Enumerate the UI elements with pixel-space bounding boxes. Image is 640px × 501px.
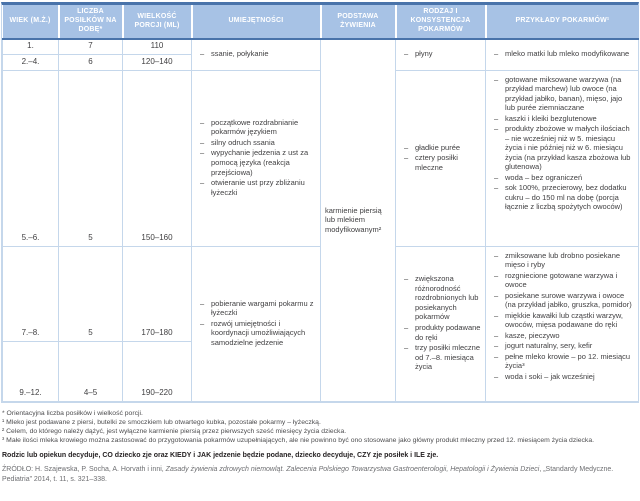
dash-bullet: – bbox=[404, 274, 409, 284]
footnote-1: ¹ Mleko jest podawane z piersi, butelki ze smoczkiem lub otwartego kubka, pozostałe pokarmy – łyżeczką. bbox=[2, 418, 321, 426]
dash-bullet: – bbox=[494, 172, 499, 182]
list-item bbox=[494, 173, 634, 183]
list-item bbox=[494, 183, 634, 212]
list-item bbox=[404, 323, 481, 342]
cell-food-examples-a bbox=[486, 39, 639, 70]
list-item-text: ssanie, połykanie bbox=[211, 49, 269, 59]
col-header-food-examples: PRZYKŁADY POKARMÓW¹ bbox=[486, 5, 639, 39]
cell-portion: 120–140 bbox=[123, 54, 192, 70]
dash-bullet: – bbox=[494, 183, 499, 193]
cell-food-type-c bbox=[396, 246, 486, 401]
list-item-text: posiekane surowe warzywa i owoce (na przykład jabłko, gruszka, pomidor) bbox=[505, 290, 632, 310]
list-item bbox=[200, 178, 316, 197]
list-item bbox=[494, 49, 634, 59]
col-header-age: WIEK (M.Ż.) bbox=[3, 5, 59, 39]
col-header-skills: UMIEJĘTNOŚCI bbox=[192, 5, 321, 39]
list-item-text: zwiększona różnorodność rozdrobnionych lub posiekanych pokarmów bbox=[415, 274, 479, 322]
cell-age: 7.–8. bbox=[3, 246, 59, 341]
cell-portion: 110 bbox=[123, 39, 192, 54]
list-item-text: otwieranie ust przy zbliżaniu łyżeczki bbox=[211, 178, 305, 197]
dash-bullet: – bbox=[404, 153, 409, 163]
cell-meals: 4–5 bbox=[59, 341, 123, 401]
dash-bullet: – bbox=[200, 49, 205, 59]
footnote-3: ³ Małe ilości mleka krowiego można zastosować do przygotowania pokarmów uzupełniających, ale nie powinno być ono stosowane jako główny produkt mleczny przed 12. miesiącem życia dziecka. bbox=[2, 436, 594, 444]
cell-age: 5.–6. bbox=[3, 70, 59, 246]
list-item bbox=[494, 271, 634, 290]
feeding-table bbox=[2, 5, 639, 402]
cell-skills-a bbox=[192, 39, 321, 70]
table-row-month-1 bbox=[3, 39, 639, 54]
list-item-text: gładkie purée bbox=[415, 142, 461, 152]
dash-bullet: – bbox=[404, 49, 409, 59]
dash-bullet: – bbox=[200, 178, 205, 188]
list-item bbox=[404, 143, 481, 153]
col-header-food-type: RODZAJ I KONSYSTENCJA POKARMÓW bbox=[396, 5, 486, 39]
dash-bullet: – bbox=[404, 343, 409, 353]
list-item bbox=[494, 291, 634, 310]
dash-bullet: – bbox=[494, 290, 499, 300]
list-item-text: kasze, pieczywo bbox=[505, 330, 560, 340]
footnotes bbox=[2, 409, 639, 445]
cell-food-type-a bbox=[396, 39, 486, 70]
cell-age: 2.–4. bbox=[3, 54, 59, 70]
dash-bullet: – bbox=[404, 323, 409, 332]
dash-bullet: – bbox=[494, 310, 499, 320]
list-item-text: kaszki i kleiki bezglutenowe bbox=[505, 113, 597, 123]
dash-bullet: – bbox=[200, 148, 205, 158]
list-item-text: cztery posiłki mleczne bbox=[415, 153, 458, 172]
list-item bbox=[200, 49, 316, 59]
col-header-nutrition-basis: PODSTAWA ŻYWIENIA bbox=[321, 5, 396, 39]
col-header-meals-per-day: LICZBA POSIŁKÓW NA DOBĘ* bbox=[59, 5, 123, 39]
footnote-2: ² Celem, do którego należy dążyć, jest wyłączne karmienie piersią przez pierwszych sześć miesięcy życia dziecka. bbox=[2, 427, 347, 435]
table-header bbox=[3, 5, 639, 39]
list-item bbox=[404, 49, 481, 59]
list-item-text: jogurt naturalny, sery, kefir bbox=[505, 341, 593, 351]
parent-decides-note: Rodzic lub opiekun decyduje, CO dziecko zje oraz KIEDY i JAK jedzenie będzie podane, dziecko decyduje, CZY zje posiłek i ILE zje. bbox=[2, 451, 439, 459]
header-row bbox=[3, 5, 639, 39]
list-item bbox=[494, 114, 634, 124]
list-item bbox=[494, 372, 634, 382]
list-item bbox=[494, 124, 634, 172]
list-item-text: początkowe rozdrabnianie pokarmów językiem bbox=[211, 117, 299, 137]
dash-bullet: – bbox=[200, 298, 205, 308]
list-item-text: pobieranie wargami pokarmu z łyżeczki bbox=[211, 298, 314, 318]
list-item-text: produkty podawane do ręki bbox=[415, 323, 481, 342]
list-item bbox=[200, 148, 316, 177]
source-citation bbox=[2, 465, 632, 485]
cell-meals: 5 bbox=[59, 246, 123, 341]
list-item-text: zmiksowane lub drobno posiekane mięso i ryby bbox=[505, 250, 621, 270]
dash-bullet: – bbox=[494, 124, 499, 134]
list-item-text: płyny bbox=[415, 49, 433, 59]
list-item bbox=[404, 343, 481, 372]
list-item bbox=[494, 75, 634, 113]
dash-bullet: – bbox=[494, 341, 499, 351]
list-item-text: woda i soki – jak wcześniej bbox=[505, 371, 595, 381]
dash-bullet: – bbox=[494, 330, 499, 340]
cell-portion: 150–160 bbox=[123, 70, 192, 246]
list-item bbox=[494, 341, 634, 351]
cell-meals: 5 bbox=[59, 70, 123, 246]
list-item bbox=[200, 299, 316, 318]
dash-bullet: – bbox=[494, 250, 499, 260]
cell-skills-c bbox=[192, 246, 321, 401]
source-title: Zasady żywienia zdrowych niemowląt. Zalecenia Polskiego Towarzystwa Gastroenterologii, Hepatologii i Żywienia Dzieci bbox=[165, 465, 540, 473]
list-item-text: woda – bez ograniczeń bbox=[505, 172, 583, 182]
footnote-asterisk: * Orientacyjna liczba posiłków i wielkość porcji. bbox=[2, 409, 143, 417]
list-item-text: sok 100%, przecierowy, bez dodatku cukru – do 150 ml na dobę (porcja łącznie z liczbą spożytych owoców) bbox=[505, 183, 627, 212]
table-body bbox=[3, 39, 639, 401]
source-prefix: ŹRÓDŁO: H. Szajewska, P. Socha, A. Horvath i inni, bbox=[2, 465, 166, 473]
dash-bullet: – bbox=[494, 113, 499, 123]
dash-bullet: – bbox=[494, 371, 499, 381]
cell-portion: 190–220 bbox=[123, 341, 192, 401]
list-item bbox=[494, 331, 634, 341]
cell-age: 9.–12. bbox=[3, 341, 59, 401]
list-item-text: gotowane miksowane warzywa (na przykład marchew) lub owoce (na przykład jabłko, banan), mięso, jajo lub purée ziemniaczane bbox=[505, 74, 623, 113]
dash-bullet: – bbox=[200, 318, 205, 328]
cell-nutrition-basis: karmienie piersią lub mlekiem modyfikowanym² bbox=[321, 39, 396, 401]
dash-bullet: – bbox=[494, 74, 499, 84]
list-item bbox=[404, 274, 481, 322]
cell-skills-b bbox=[192, 70, 321, 246]
list-item bbox=[494, 311, 634, 330]
cell-age: 1. bbox=[3, 39, 59, 54]
list-item bbox=[200, 138, 316, 148]
list-item bbox=[200, 118, 316, 137]
list-item-text: mleko matki lub mleko modyfikowane bbox=[505, 49, 630, 59]
list-item-text: produkty zbożowe w małych ilościach – nie wcześniej niż w 5. miesiącu życia i nie później niż w 6. miesiącu życia (na przykład kasza zbożowa lub glutenowa) bbox=[505, 124, 631, 172]
list-item bbox=[404, 153, 481, 172]
list-item-text: miękkie kawałki lub cząstki warzyw, owoców, mięsa podawane do ręki bbox=[505, 310, 623, 330]
cell-food-type-b bbox=[396, 70, 486, 246]
list-item-text: silny odruch ssania bbox=[211, 137, 275, 147]
dash-bullet: – bbox=[200, 137, 205, 147]
list-item bbox=[494, 251, 634, 270]
list-item-text: rozwój umiejętności i koordynacji umożliwiających samodzielne jedzenie bbox=[211, 318, 306, 347]
cell-portion: 170–180 bbox=[123, 246, 192, 341]
list-item-text: pełne mleko krowie – po 12. miesiącu życia³ bbox=[505, 351, 631, 371]
dash-bullet: – bbox=[404, 142, 409, 152]
dash-bullet: – bbox=[494, 49, 499, 59]
cell-food-examples-c bbox=[486, 246, 639, 401]
infant-feeding-table bbox=[1, 2, 639, 403]
source-suffix: , „Standardy Medyczne. Pediatria” 2014, t. 11, s. 321–338. bbox=[2, 465, 614, 483]
list-item-text: trzy posiłki mleczne od 7.–8. miesiąca życia bbox=[415, 343, 481, 372]
dash-bullet: – bbox=[494, 351, 499, 361]
cell-meals: 7 bbox=[59, 39, 123, 54]
list-item bbox=[494, 352, 634, 371]
col-header-portion-size: WIELKOŚĆ PORCJI (ML) bbox=[123, 5, 192, 39]
cell-food-examples-b bbox=[486, 70, 639, 246]
dash-bullet: – bbox=[494, 270, 499, 280]
list-item-text: rozgniecione gotowane warzywa i owoce bbox=[505, 270, 618, 290]
list-item bbox=[200, 319, 316, 348]
list-item-text: wypychanie jedzenia z ust za pomocą języka (reakcja przejściowa) bbox=[211, 148, 309, 177]
dash-bullet: – bbox=[200, 117, 205, 127]
cell-meals: 6 bbox=[59, 54, 123, 70]
